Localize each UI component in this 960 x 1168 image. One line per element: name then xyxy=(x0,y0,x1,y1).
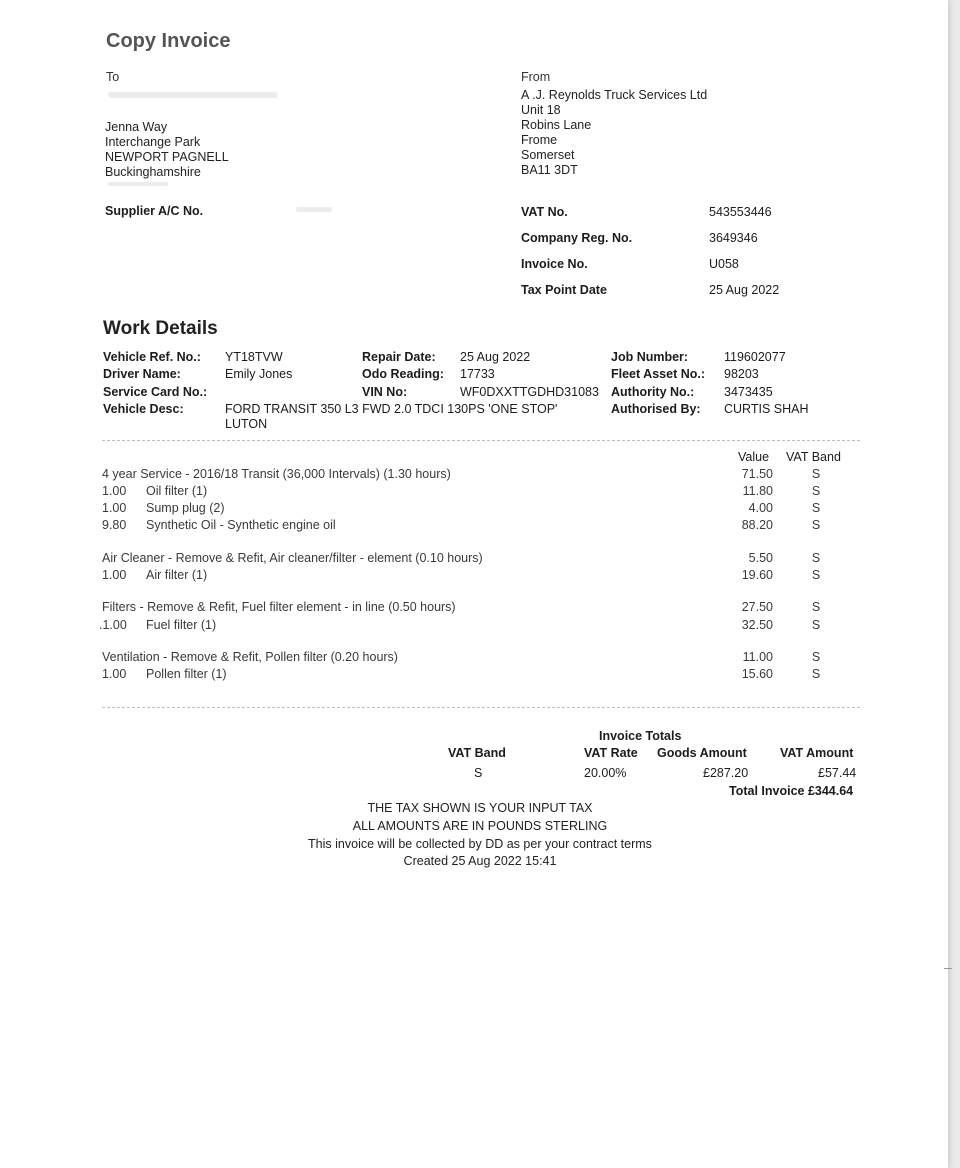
totals-vat-rate-value: 20.00% xyxy=(584,766,627,780)
footer-line: ALL AMOUNTS ARE IN POUNDS STERLING xyxy=(352,819,608,833)
created-timestamp: Created 25 Aug 2022 15:41 xyxy=(403,854,557,868)
value-column-header: Value xyxy=(738,450,770,464)
to-address-line: Jenna Way xyxy=(105,120,168,134)
line-item-value: 71.50 xyxy=(741,467,773,481)
from-address-line: BA11 3DT xyxy=(521,163,578,177)
vehicle-ref-label: Vehicle Ref. No.: xyxy=(103,350,201,364)
to-address xyxy=(105,120,229,180)
line-item-band: S xyxy=(811,618,821,632)
line-item: 4 year Service - 2016/18 Transit (36,000 Intervals) (1.30 hours) xyxy=(102,467,451,481)
service-card-label: Service Card No.: xyxy=(103,385,208,399)
line-item-band: S xyxy=(811,650,821,664)
footer-line: THE TAX SHOWN IS YOUR INPUT TAX xyxy=(367,801,593,815)
to-address-line: NEWPORT PAGNELL xyxy=(105,150,229,164)
line-item-band: S xyxy=(811,518,821,532)
document-title: Copy Invoice xyxy=(106,30,231,52)
line-item: 1.00 Oil filter (1) xyxy=(102,484,208,498)
work-details-heading: Work Details xyxy=(103,318,218,339)
total-invoice: Total Invoice £344.64 xyxy=(729,784,854,798)
driver-name-value: Emily Jones xyxy=(225,367,293,381)
line-item: .1.00 Fuel filter (1) xyxy=(99,618,217,632)
driver-name-label: Driver Name: xyxy=(103,367,181,381)
page-edge-mark xyxy=(944,968,952,969)
line-item-value: 4.00 xyxy=(748,501,773,515)
redacted-ac-smudge xyxy=(296,207,332,212)
vehicle-desc-value-2: LUTON xyxy=(225,417,268,431)
divider-line xyxy=(102,707,860,708)
from-address xyxy=(521,88,707,178)
authority-no-label: Authority No.: xyxy=(611,385,695,399)
line-item-value: 5.50 xyxy=(748,551,773,565)
totals-vat-amount-label: VAT Amount xyxy=(780,746,854,760)
invoice-no-label: Invoice No. xyxy=(521,257,588,271)
line-item-band: S xyxy=(811,568,821,582)
line-item-value: 88.20 xyxy=(741,518,773,532)
odo-reading-value: 17733 xyxy=(460,367,495,381)
totals-vat-band-label: VAT Band xyxy=(448,746,506,760)
to-address-line: Buckinghamshire xyxy=(105,165,201,179)
line-item-band: S xyxy=(811,600,821,614)
line-item: Filters - Remove & Refit, Fuel filter element - in line (0.50 hours) xyxy=(102,600,456,614)
line-item-band: S xyxy=(811,501,821,515)
vin-value: WF0DXXTTGDHD31083 xyxy=(460,385,599,399)
odo-reading-label: Odo Reading: xyxy=(362,367,444,381)
line-item: 1.00 Sump plug (2) xyxy=(102,501,225,515)
invoice-totals-heading: Invoice Totals xyxy=(599,729,682,743)
repair-date-value: 25 Aug 2022 xyxy=(460,350,531,364)
from-address-line: Frome xyxy=(521,133,558,147)
from-label: From xyxy=(521,70,551,84)
repair-date-label: Repair Date: xyxy=(362,350,436,364)
line-item: 1.00 Air filter (1) xyxy=(102,568,208,582)
redacted-postcode-smudge xyxy=(108,182,168,186)
divider-line xyxy=(102,440,860,441)
fleet-asset-label: Fleet Asset No.: xyxy=(611,367,706,381)
totals-vat-rate-label: VAT Rate xyxy=(584,746,638,760)
vat-no-value: 543553446 xyxy=(709,205,772,219)
tax-point-date-label: Tax Point Date xyxy=(521,283,607,297)
line-item-band: S xyxy=(811,667,821,681)
vat-band-column-header: VAT Band xyxy=(786,450,841,464)
authorised-by-value: CURTIS SHAH xyxy=(724,402,809,416)
line-item-value: 15.60 xyxy=(741,667,773,681)
authorised-by-label: Authorised By: xyxy=(611,402,701,416)
line-item-band: S xyxy=(811,484,821,498)
to-address-line: Interchange Park xyxy=(105,135,201,149)
vehicle-ref-value: YT18TVW xyxy=(225,350,283,364)
to-label: To xyxy=(106,70,120,84)
line-item-value: 32.50 xyxy=(741,618,773,632)
line-item: Ventilation - Remove & Refit, Pollen filter (0.20 hours) xyxy=(102,650,398,664)
fleet-asset-value: 98203 xyxy=(724,367,759,381)
vehicle-desc-value: FORD TRANSIT 350 L3 FWD 2.0 TDCI 130PS 'ONE STOP' xyxy=(225,402,558,416)
invoice-no-value: U058 xyxy=(709,257,739,271)
line-item-band: S xyxy=(811,467,821,481)
authority-no-value: 3473435 xyxy=(724,385,773,399)
totals-vat-band-value: S xyxy=(474,766,483,780)
redacted-name-smudge xyxy=(108,92,278,98)
job-number-value: 119602077 xyxy=(724,350,786,364)
line-item-band: S xyxy=(811,551,821,565)
line-item: Air Cleaner - Remove & Refit, Air cleaner/filter - element (0.10 hours) xyxy=(102,551,483,565)
vin-label: VIN No: xyxy=(362,385,408,399)
vat-no-label: VAT No. xyxy=(521,205,568,219)
line-item-value: 11.80 xyxy=(742,484,773,498)
line-item-value: 27.50 xyxy=(741,600,773,614)
from-address-line: Robins Lane xyxy=(521,118,592,132)
company-reg-label: Company Reg. No. xyxy=(521,231,633,245)
job-number-label: Job Number: xyxy=(611,350,689,364)
from-address-line: Unit 18 xyxy=(521,103,561,117)
line-item-value: 19.60 xyxy=(741,568,773,582)
totals-goods-amount-label: Goods Amount xyxy=(657,746,747,760)
vehicle-desc-label: Vehicle Desc: xyxy=(103,402,184,416)
line-item-value: 11.00 xyxy=(742,650,773,664)
totals-goods-amount-value: £287.20 xyxy=(703,766,749,780)
from-company: A .J. Reynolds Truck Services Ltd xyxy=(521,88,708,102)
supplier-ac-label: Supplier A/C No. xyxy=(105,204,204,218)
line-item: 9.80 Synthetic Oil - Synthetic engine oil xyxy=(102,518,336,532)
footer-line: This invoice will be collected by DD as per your contract terms xyxy=(308,837,652,851)
tax-point-date-value: 25 Aug 2022 xyxy=(709,283,780,297)
line-item: 1.00 Pollen filter (1) xyxy=(102,667,227,681)
totals-vat-amount-value: £57.44 xyxy=(818,766,857,780)
company-reg-value: 3649346 xyxy=(709,231,758,245)
from-address-line: Somerset xyxy=(521,148,575,162)
